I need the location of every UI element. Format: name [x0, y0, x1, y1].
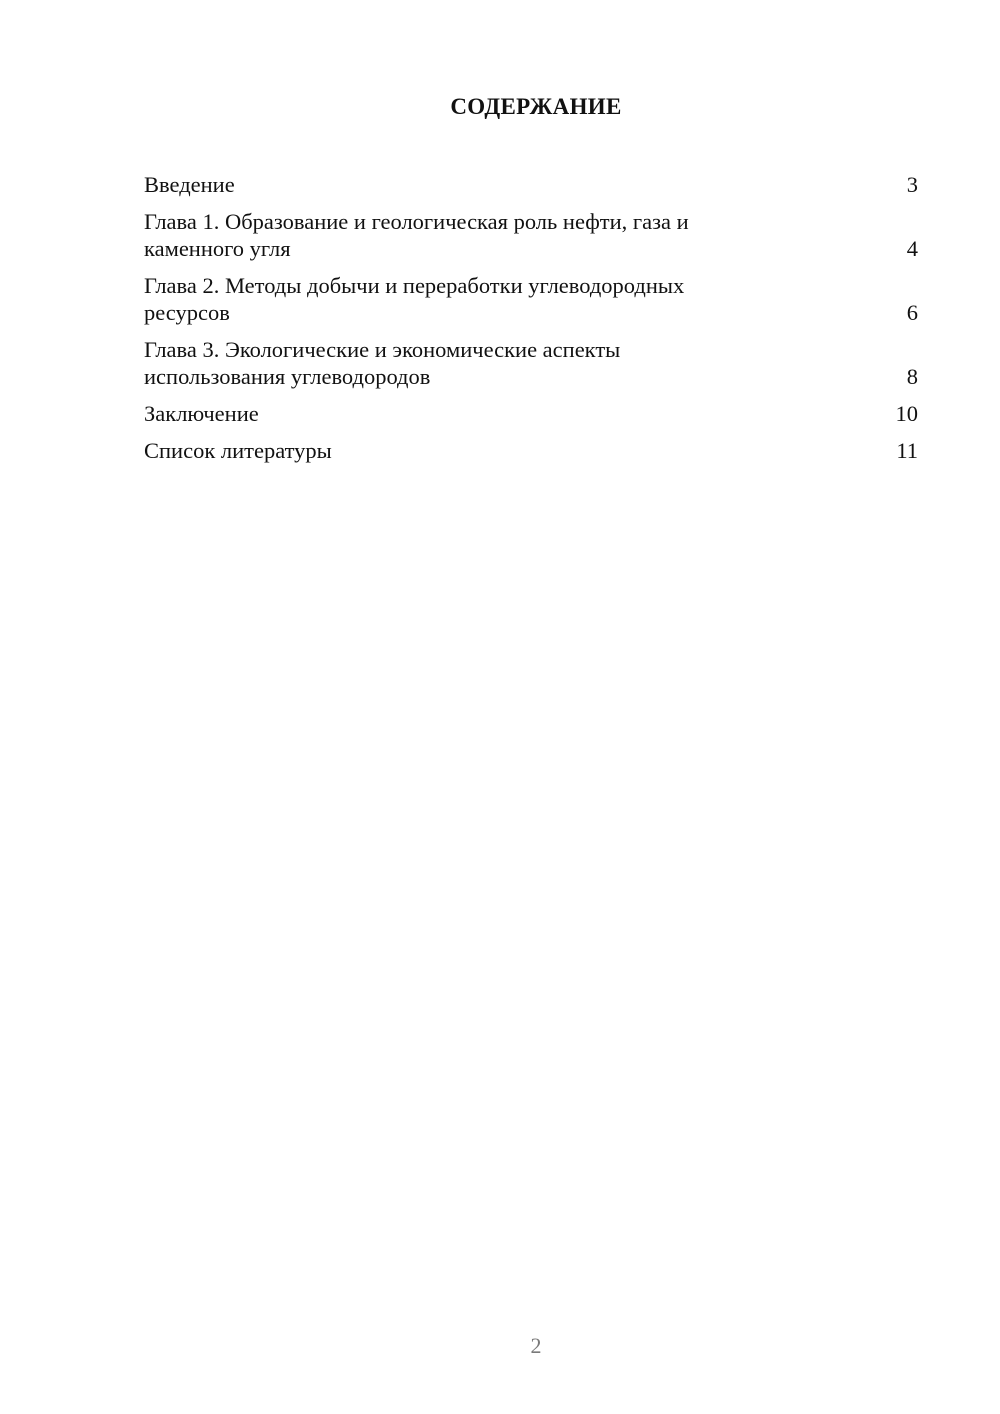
toc-entry-page-number: 3 [906, 172, 918, 197]
toc-entry-text [144, 171, 784, 198]
toc-entry-chapter-2 [144, 272, 918, 326]
toc-entry-line: Список литературы [144, 438, 332, 463]
toc-entry-line: Заключение [144, 401, 259, 426]
toc-entry-introduction [144, 171, 918, 198]
toc-entry-conclusion [144, 400, 918, 427]
table-of-contents [144, 171, 918, 474]
toc-entry-line: ресурсов [144, 300, 230, 325]
toc-entry-line: Введение [144, 172, 235, 197]
toc-entry-line: использования углеводородов [144, 364, 431, 389]
toc-entry-text [144, 336, 784, 390]
toc-title: СОДЕРЖАНИЕ [450, 94, 622, 119]
toc-entry-page-number: 11 [896, 438, 918, 463]
toc-entry-page-number: 10 [895, 401, 918, 426]
toc-entry-line: Глава 1. Образование и геологическая роль нефти, газа и [144, 209, 689, 234]
toc-entry-line: каменного угля [144, 236, 291, 261]
toc-entry-page-number: 8 [906, 364, 918, 389]
toc-entry-text [144, 400, 784, 427]
toc-entry-chapter-1 [144, 208, 918, 262]
toc-entry-page-number: 6 [906, 300, 918, 325]
toc-entry-page-number: 4 [906, 236, 918, 261]
toc-entry-chapter-3 [144, 336, 918, 390]
toc-entry-text [144, 208, 784, 262]
toc-entry-line: Глава 3. Экологические и экономические аспекты [144, 337, 621, 362]
toc-entry-line: Глава 2. Методы добычи и переработки углеводородных [144, 273, 685, 298]
toc-entry-text [144, 272, 784, 326]
page-number: 2 [530, 1333, 542, 1358]
toc-entry-references [144, 437, 918, 464]
toc-entry-text [144, 437, 784, 464]
